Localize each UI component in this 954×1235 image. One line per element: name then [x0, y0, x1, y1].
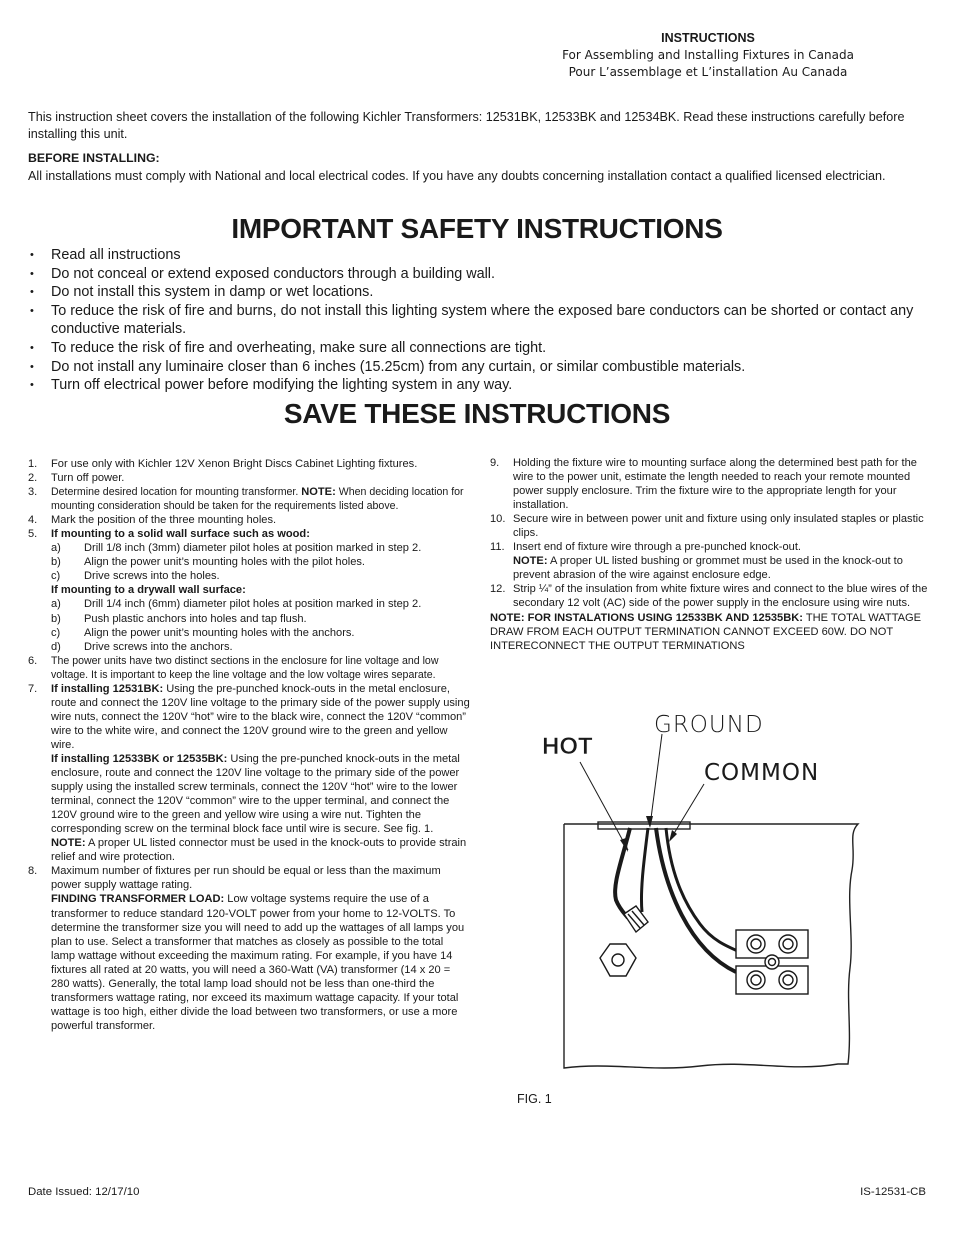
date-issued: Date Issued: 12/17/10 [28, 1186, 140, 1198]
safety-item: • Do not install this system in damp or wet locations. [30, 284, 374, 301]
document-header [520, 30, 896, 81]
header-title: INSTRUCTIONS [661, 31, 755, 45]
step-9: 9. Holding the fixture wire to mounting surface along the determined best path for the wire to the power unit, estimate the length needed to reach your remote mounted power supply enclosure. Trim the fixture wire to the appropriate length for your installation. [490, 457, 917, 512]
step-7: 7. If installing 12531BK: Using the pre-punched knock-outs in the metal enclosure, route and connect the 120V line voltage to the primary side of the power supply using wire nuts, connect the 120V “hot” wire to the black wire, connect the 120V “common” wire to the white wire, and connect the 120V ground wire to the green and yellow wire. If installing 12533BK or 12535BK: Using the pre-punched knock-outs in the metal enclosure, route and connect the 120V line voltage to the primary side of the power supply using the installed screw terminals, connect the 120V “hot” wire to the lower terminal, connect the 120V “common” wire to the upper terminal, and connect the 120V ground wire to the green and yellow wire using a wire nut. Tighten the corresponding screw on the terminal block face until wire is secure. See fig. 1. NOTE: A proper UL listed connector must be used in the knock-outs to provide strain relief and wire protection. [28, 682, 470, 864]
safety-heading: IMPORTANT SAFETY INSTRUCTIONS [231, 213, 723, 244]
wattage-note: NOTE: FOR INSTALATIONS USING 12533BK AND 12535BK: THE TOTAL WATTAGE DRAW FROM EACH OUTPUT TERMINATION CANNOT EXCEED 60W. DO NOT INTERECONNECT THE OUTPUT TERMINATIONS [490, 611, 922, 652]
substep: a) Drill 1/4 inch (6mm) diameter pilot holes at position marked in step 2. [51, 598, 422, 611]
safety-item: • To reduce the risk of fire and overheating, make sure all connections are tight. [30, 339, 547, 356]
header-line-french: Pour L’assemblage et L’installation Au Canada [568, 65, 848, 79]
figure-caption: FIG. 1 [517, 1092, 552, 1106]
document-code: IS-12531-CB [860, 1186, 926, 1198]
safety-item: • To reduce the risk of fire and burns, do not install this lighting system where the exposed bare conductors can be shorted or contact any conductive materials. [30, 302, 914, 338]
safety-item: • Do not install any luminaire closer than 6 inches (15.25cm) from any curtain, or similar combustible materials. [30, 358, 746, 375]
step-8: 8. Maximum number of fixtures per run should be equal or less than the maximum power supply wattage rating. FINDING TRANSFORMER LOAD: Low voltage systems require the use of a transformer to reduce standard 120-VOLT power from your home to 12-VOLTS. To determine the transformer size you will need to add up the wattages of all lamps you plan to use. Select a transformer that matches as closely as possible to the total lamp wattage without exceeding the maximum rating. For example, if you have 14 fixtures all rated at 20 watts, you will need a 360-Watt (VA) transformer (14 x 20 = 280 watts). Generally, the total lamp load should not be less than one-third the transformers wattage rating, nor exceed its maximum wattage capacity. If your total wattage is too high, either divide the load between two transformers, or use a more powerful transformer. [28, 865, 465, 1032]
step-2: 2. Turn off power. [28, 472, 125, 485]
step-4: 4. Mark the position of the three mounting holes. [28, 514, 277, 527]
ground-screw [600, 944, 636, 976]
step-6: 6. The power units have two distinct sections in the enclosure for line voltage and low voltage. It is important to keep the line voltage and the low voltage wires separate. [28, 654, 439, 681]
common-wire [666, 828, 740, 952]
wiring-diagram [540, 700, 870, 1080]
ground-wire [641, 828, 648, 912]
step-10: 10. Secure wire in between power unit and fixture using only insulated staples or plastic clips. [490, 513, 924, 540]
substep: c) Align the power unit’s mounting holes with the anchors. [51, 626, 355, 639]
step-1: 1. For use only with Kichler 12V Xenon Bright Discs Cabinet Lighting fixtures. [28, 458, 418, 470]
before-installing-heading: BEFORE INSTALLING: [28, 151, 160, 165]
save-instructions-heading: SAVE THESE INSTRUCTIONS [283, 398, 671, 429]
bullet-icon: • [30, 267, 34, 280]
arrow-icon [669, 830, 677, 842]
before-installing-text: All installations must comply with National and local electrical codes. If you have any doubts concerning installation contact a qualified licensed electrician. [28, 169, 886, 183]
substep: c) Drive screws into the holes. [51, 570, 220, 583]
step-12: 12. Strip ¼” of the insulation from white fixture wires and connect to the blue wires of the secondary 12 volt (AC) side of the power supply in the enclosure using wire nuts. [490, 583, 928, 610]
safety-item: • Do not conceal or extend exposed conductors through a building wall. [30, 265, 495, 282]
safety-list [28, 246, 928, 395]
wire-nut [624, 906, 648, 932]
steps-right-column [490, 456, 930, 653]
terminal-block [736, 930, 808, 994]
bullet-icon: • [30, 304, 34, 317]
knockout-plate [598, 822, 690, 829]
bullet-icon: • [30, 286, 34, 299]
label-hot: HOT [542, 733, 593, 760]
step-11: 11. Insert end of fixture wire through a pre-punched knock-out. NOTE: A proper UL listed bushing or grommet must be used in the knock-out to prevent abrasion of the wire against enclosure edge. [490, 541, 903, 582]
label-ground: GROUND [654, 712, 764, 738]
safety-item: • Read all instructions [30, 247, 181, 263]
steps-left-column [28, 457, 470, 1033]
substep: a) Drill 1/8 inch (3mm) diameter pilot holes at position marked in step 2. [51, 542, 422, 555]
ground-leader [650, 734, 662, 826]
step-5-heading-solid-wall: If mounting to a solid wall surface such as wood: [51, 528, 310, 541]
bullet-icon: • [30, 341, 34, 354]
step-5: 5. If mounting to a solid wall surface such as wood: a) Drill 1/8 inch (3mm) diameter pilot holes at position marked in step 2. b) Align the power unit’s mounting holes with the pilot holes. c) Drive screws into the holes. If mounting to a drywall wall surface: a) Drill 1/4 inch (6mm) diameter pilot holes at position marked in step 2. b) Push plastic anchors into holes and tap flush. c) Align the power unit’s mounting holes with the anchors. d) Drive screws into the anchors. [28, 527, 470, 653]
step-5-heading-drywall: If mounting to a drywall wall surface: [51, 584, 246, 597]
bullet-icon: • [30, 379, 34, 392]
substep: b) Align the power unit’s mounting holes with the pilot holes. [51, 556, 366, 569]
header-line-english: For Assembling and Installing Fixtures in Canada [562, 48, 854, 62]
substep: b) Push plastic anchors into holes and tap flush. [51, 612, 307, 625]
safety-item: • Turn off electrical power before modifying the lighting system in any way. [30, 377, 513, 394]
substep: d) Drive screws into the anchors. [51, 640, 233, 653]
label-common: COMMON [704, 760, 820, 786]
bullet-icon: • [30, 249, 34, 261]
hot-leader [580, 762, 628, 850]
step-3: 3. Determine desired location for mounting transformer. NOTE: When deciding location for mounting consideration should be taken for the requirements listed above. [28, 486, 464, 513]
intro-paragraph: This instruction sheet covers the installation of the following Kichler Transformers: 12531BK, 12533BK and 12534BK. Read these instructions carefully before installing this unit. [28, 110, 905, 141]
common-leader [670, 784, 704, 840]
bullet-icon: • [30, 360, 34, 373]
